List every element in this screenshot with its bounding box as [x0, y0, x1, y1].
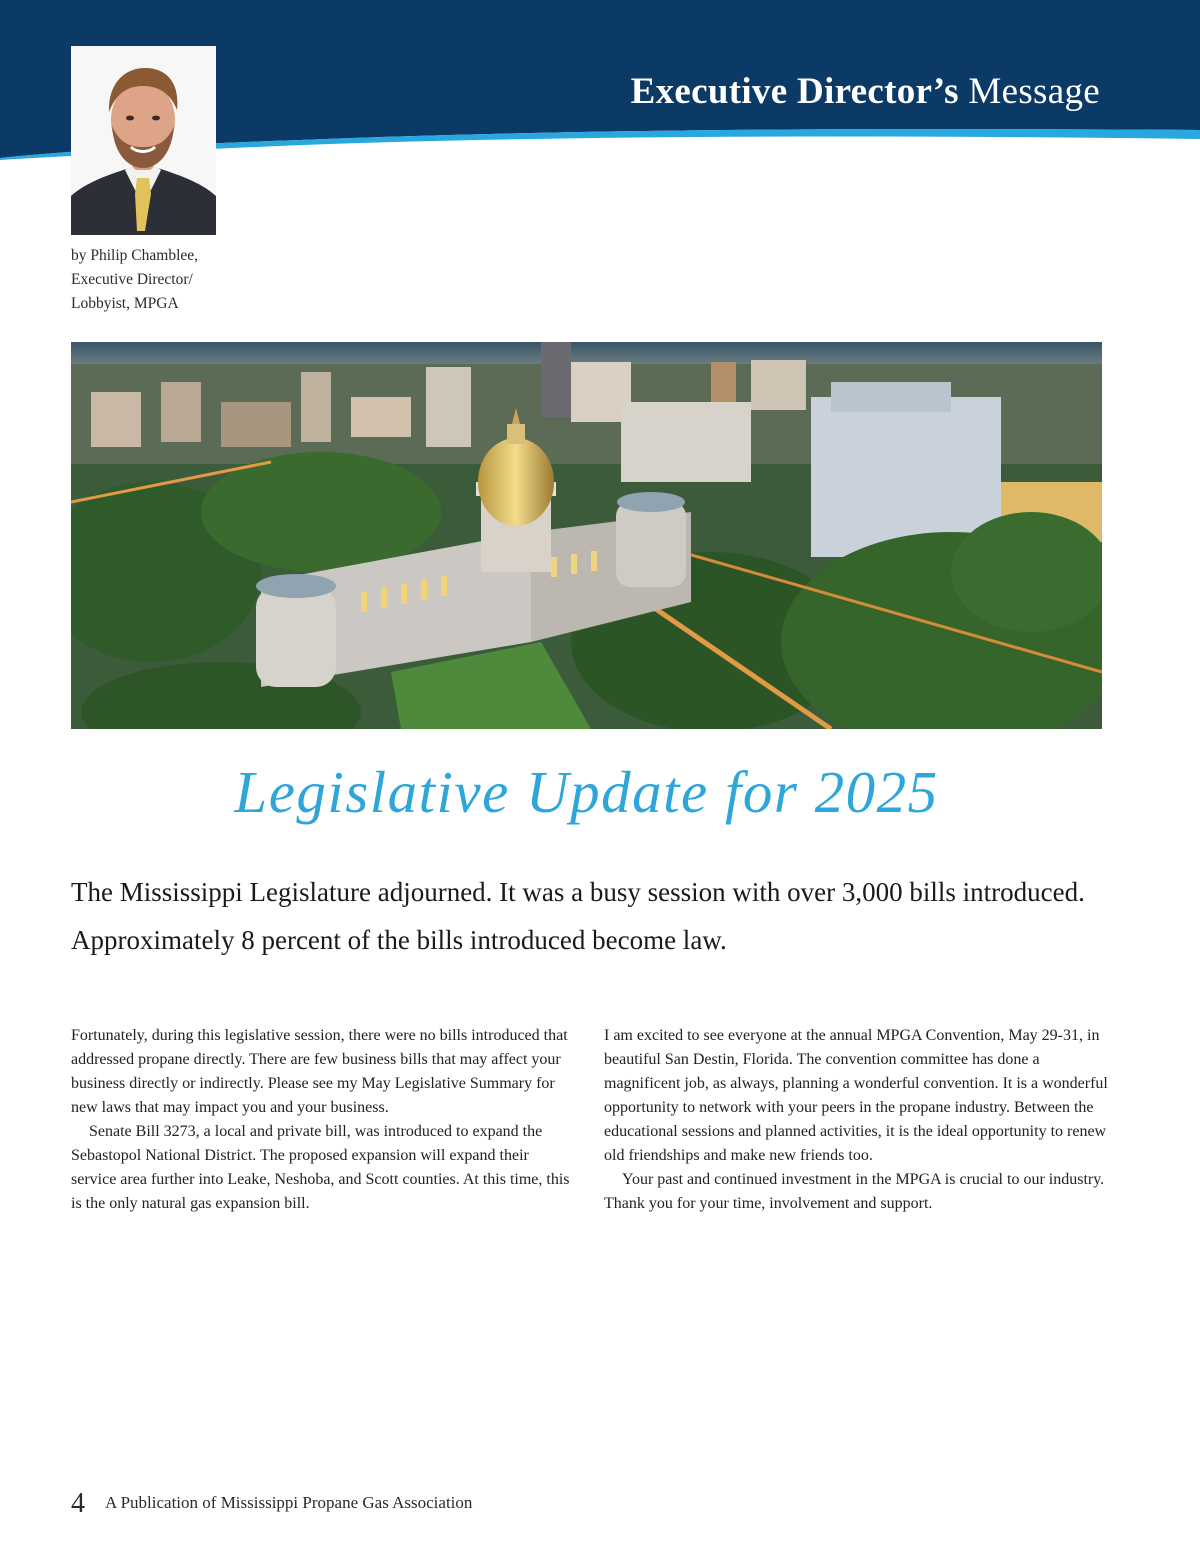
author-portrait — [71, 46, 216, 235]
byline-name: by Philip Chamblee, — [71, 247, 199, 264]
page-number: 4 — [71, 1488, 85, 1519]
body-column-right — [604, 1024, 1109, 1216]
article-headline: Legislative Update for 2025 — [234, 759, 939, 825]
article-intro: The Mississippi Legislature adjourned. It was a busy session with over 3,000 bills introduced. Approximately 8 percent of the bills introduced become law. — [71, 877, 1085, 955]
section-title — [631, 70, 1100, 113]
body-column-left — [71, 1024, 571, 1216]
section-title-light: Message — [968, 71, 1100, 112]
author-byline — [71, 244, 291, 316]
section-title-bold: Executive Director’s — [630, 71, 959, 112]
byline-title: Executive Director/ — [71, 271, 193, 288]
body-paragraph: Fortunately, during this legislative session, there were no bills introduced that addressed propane directly. There are few business bills that may affect your business directly or indirectly. Please see my May Legislative Summary for new laws that may impact you and your business. — [71, 1027, 568, 1116]
body-paragraph: Senate Bill 3273, a local and private bill, was introduced to expand the Sebastopol National District. The proposed expansion will expand their service area further into Leake, Neshoba, and Scott counties. At this time, this is the only natural gas expansion bill. — [71, 1123, 570, 1212]
capitol-aerial-photo — [71, 342, 1102, 729]
page-footer — [71, 1488, 472, 1520]
publication-name: A Publication of Mississippi Propane Gas Association — [105, 1493, 473, 1512]
body-paragraph: Your past and continued investment in the MPGA is crucial to our industry. Thank you for your time, involvement and support. — [604, 1171, 1105, 1212]
byline-role: Lobbyist, MPGA — [71, 295, 179, 312]
body-paragraph: I am excited to see everyone at the annual MPGA Convention, May 29-31, in beautiful San Destin, Florida. The convention committee has done a magnificent job, as always, planning a wonderful convention. It is a wonderful opportunity to network with your peers in the propane industry. Between the educational sessions and planned activities, it is the ideal opportunity to renew old friendships and make new friends too. — [604, 1027, 1108, 1164]
